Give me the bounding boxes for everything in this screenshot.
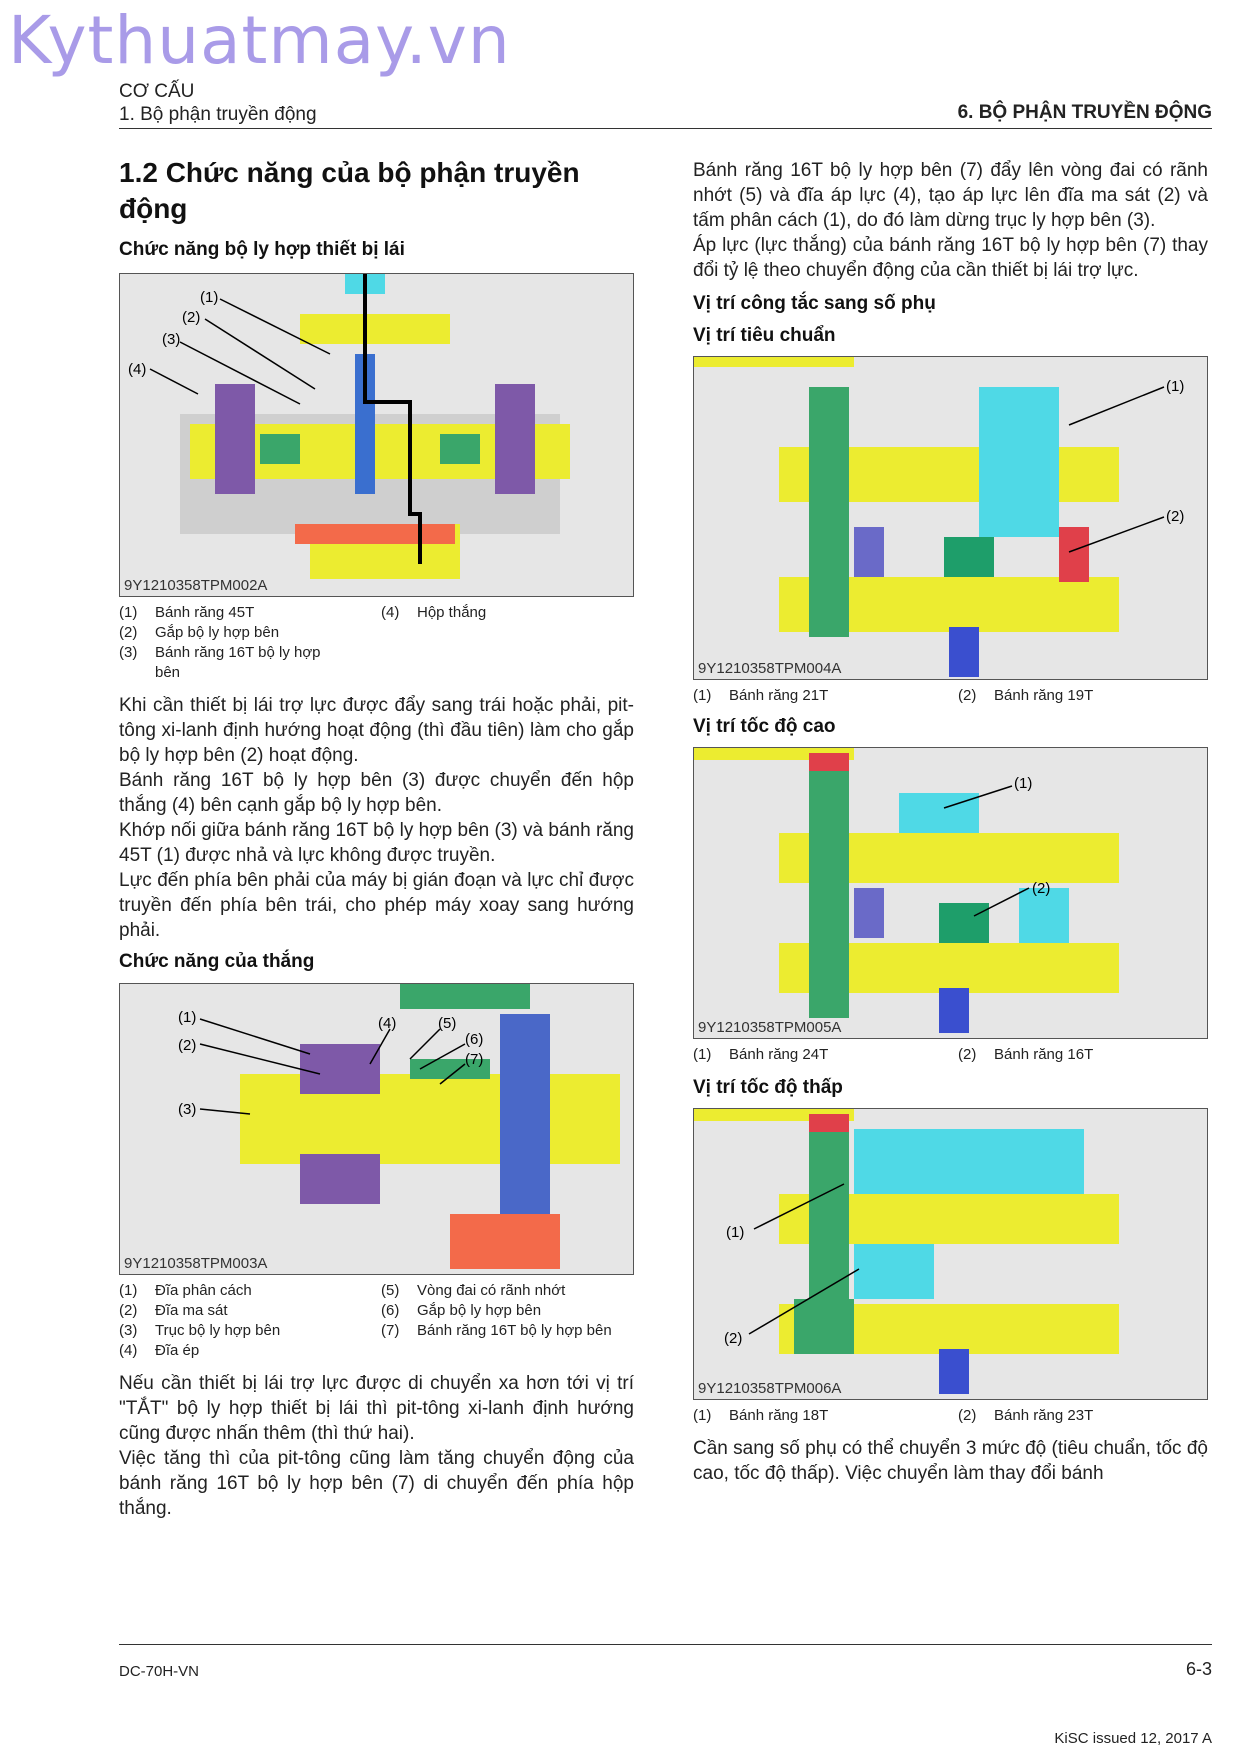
subheading-low-speed: Vị trí tốc độ thấp <box>693 1077 843 1098</box>
caption-item: (3) Bánh răng 16T bộ ly hợp bên <box>119 644 321 681</box>
paragraph: Cần sang số phụ có thể chuyển 3 mức độ (tiêu chuẩn, tốc độ cao, tốc độ thấp). Việc chuyển làm thay đổi bánh <box>693 1438 1208 1484</box>
callout-2: (2) <box>724 1330 743 1347</box>
caption-item: (1) Bánh răng 45T <box>119 604 255 621</box>
callout-1: (1) <box>178 1009 197 1026</box>
document-code: DC-70H-VN <box>119 1663 200 1680</box>
callout-2: (2) <box>1032 880 1051 897</box>
caption-item: (1) Bánh răng 24T <box>693 1046 829 1063</box>
paragraph: Bánh răng 16T bộ ly hợp bên (7) đẩy lên vòng đai có rãnh nhớt (5) và đĩa áp lực (4), tạo áp lực lên đĩa ma sát (2) và tấm phân cách (1), do đó làm dừng trục ly hợp bên (3). <box>693 160 1208 231</box>
callout-4: (4) <box>378 1015 397 1032</box>
caption-item: (1) Bánh răng 18T <box>693 1407 829 1424</box>
callout-4: (4) <box>128 361 147 378</box>
callout-1: (1) <box>1014 775 1033 792</box>
standard-position-diagram <box>694 357 1207 679</box>
subheading-brake: Chức năng của thắng <box>119 951 315 972</box>
brake-text <box>119 1371 634 1521</box>
callout-3: (3) <box>178 1101 197 1118</box>
paragraph: Nếu cần thiết bị lái trợ lực được di chuyển xa hơn tới vị trí "TẮT" bộ ly hợp thiết bị lái thì pit-tông xi-lanh định hướng cũng được nhấn thêm (thì thứ hai). <box>119 1373 634 1444</box>
figure-id: 9Y1210358TPM004A <box>698 660 842 677</box>
caption-item <box>381 623 634 643</box>
figure-id: 9Y1210358TPM002A <box>124 577 268 594</box>
figure-2-captions <box>119 1281 634 1361</box>
paragraph: Lực đến phía bên phải của máy bị gián đoạn và lực chỉ được truyền đến phía bên trái, cho phép máy xoay sang hướng phải. <box>119 870 634 941</box>
watermark: Kythuatmay.vn <box>8 2 511 79</box>
header-section: CƠ CẤU <box>119 81 195 102</box>
section-title: 1.2 Chức năng của bộ phận truyền động <box>119 157 580 224</box>
caption-item: (1) Bánh răng 21T <box>693 687 829 704</box>
callout-7: (7) <box>465 1051 484 1068</box>
page-number: 6-3 <box>1185 1659 1212 1679</box>
figure-5-captions <box>693 1045 1208 1065</box>
subheading-steering-clutch: Chức năng bộ ly hợp thiết bị lái <box>119 239 405 260</box>
footer-rule <box>119 1644 1212 1645</box>
callout-2: (2) <box>1166 508 1185 525</box>
header-chapter: 6. BỘ PHẬN TRUYỀN ĐỘNG <box>957 102 1212 123</box>
paragraph: Khi cần thiết bị lái trợ lực được đẩy sang trái hoặc phải, pit-tông xi-lanh định hướng hoạt động (thì đầu tiên) làm cho gắp bộ ly hợp bên (2) hoạt động. <box>119 695 634 766</box>
header-subsection: 1. Bộ phận truyền động <box>119 104 317 125</box>
figure-id: 9Y1210358TPM006A <box>698 1380 842 1397</box>
brake-diagram <box>120 984 633 1274</box>
paragraph: Bánh răng 16T bộ ly hợp bên (3) được chuyển đến hộp thắng (4) bên cạnh gắp bộ ly hợp bên. <box>119 770 634 816</box>
paragraph: Áp lực (lực thắng) của bánh răng 16T bộ ly hợp bên (7) thay đổi tỷ lệ theo chuyển động của cần thiết bị lái trợ lực. <box>693 235 1208 281</box>
subheading-high-speed: Vị trí tốc độ cao <box>693 716 836 737</box>
caption-item: (4) Hộp thắng <box>381 604 487 621</box>
caption-item: (2) Bánh răng 16T <box>958 1046 1094 1063</box>
figure-id: 9Y1210358TPM003A <box>124 1255 268 1272</box>
callout-2: (2) <box>178 1037 197 1054</box>
callout-1: (1) <box>200 289 219 306</box>
figure-id: 9Y1210358TPM005A <box>698 1019 842 1036</box>
right-column <box>693 158 1208 1486</box>
figure-1-captions <box>119 603 634 683</box>
callout-1: (1) <box>1166 378 1185 395</box>
caption-item: (2) Bánh răng 23T <box>958 1407 1094 1424</box>
caption-item: (3) Trục bộ ly hợp bên <box>119 1322 281 1339</box>
figure-low-speed <box>693 1108 1208 1400</box>
left-column <box>119 155 634 1521</box>
high-speed-diagram <box>694 748 1207 1038</box>
callout-5: (5) <box>438 1015 457 1032</box>
running-header-left <box>119 80 317 126</box>
low-speed-diagram <box>694 1109 1207 1399</box>
header-rule <box>119 128 1212 129</box>
callout-6: (6) <box>465 1031 484 1048</box>
figure-high-speed <box>693 747 1208 1039</box>
subheading-standard: Vị trí tiêu chuẩn <box>693 325 836 346</box>
steering-clutch-text <box>119 693 634 943</box>
caption-item: (2) Bánh răng 19T <box>958 687 1094 704</box>
figure-4-captions <box>693 686 1208 706</box>
callout-1: (1) <box>726 1224 745 1241</box>
subheading-aux-shift: Vị trí công tắc sang số phụ <box>693 293 936 314</box>
figure-6-captions <box>693 1406 1208 1426</box>
figure-brake <box>119 983 634 1275</box>
callout-3: (3) <box>162 331 181 348</box>
caption-item: (5) Vòng đai có rãnh nhớt <box>381 1282 566 1299</box>
paragraph: Việc tăng thì của pit-tông cũng làm tăng chuyển động của bánh răng 16T bộ ly hợp bên (7) di chuyển đến phía hộp thắng. <box>119 1448 634 1519</box>
callout-2: (2) <box>182 309 201 326</box>
caption-item: (6) Gắp bộ ly hợp bên <box>381 1302 542 1319</box>
caption-item: (1) Đĩa phân cách <box>119 1282 252 1299</box>
steering-clutch-diagram <box>120 274 633 596</box>
figure-steering-clutch <box>119 273 634 597</box>
paragraph: Khớp nối giữa bánh răng 16T bộ ly hợp bên (3) và bánh răng 45T (1) được nhả và lực không được truyền. <box>119 820 634 866</box>
caption-item: (2) Đĩa ma sát <box>119 1302 228 1319</box>
figure-standard-position <box>693 356 1208 680</box>
caption-item: (4) Đĩa ép <box>119 1342 200 1359</box>
issue-note: KiSC issued 12, 2017 A <box>1054 1730 1212 1747</box>
caption-item: (2) Gắp bộ ly hợp bên <box>119 624 280 641</box>
caption-item: (7) Bánh răng 16T bộ ly hợp bên <box>381 1322 612 1339</box>
